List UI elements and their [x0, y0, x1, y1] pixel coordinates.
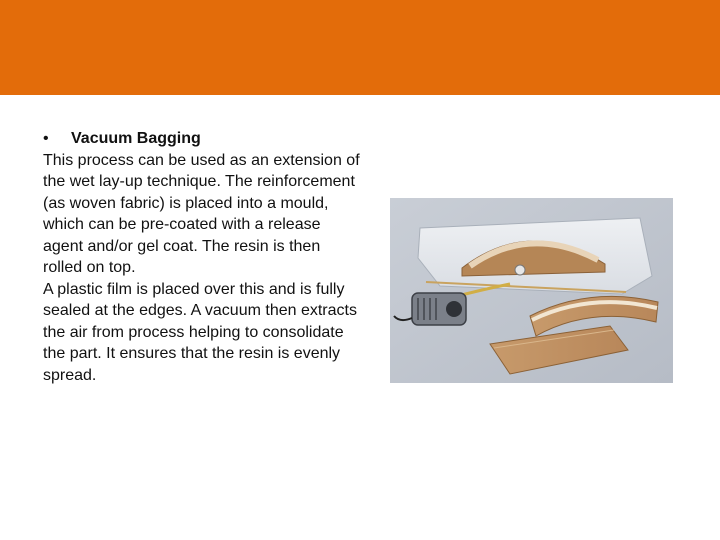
paragraph-2: A plastic film is placed over this and is fully sealed at the edges. A vacuum then extracts the air from process helping to consolidate the part. It ensures that the resin is evenly spread.	[43, 280, 357, 384]
vacuum-bagging-photo	[390, 198, 673, 383]
bullet-heading	[43, 128, 363, 150]
vacuum-valve	[515, 265, 525, 275]
slide-body	[43, 128, 363, 386]
paragraph-1: This process can be used as an extension of the wet lay-up technique. The reinforcement (as woven fabric) is placed into a mould, which can be pre-coated with a release agent and/or gel coat. The resin is then rolled on top.	[43, 151, 360, 276]
bullet-icon: •	[43, 130, 49, 147]
heading-text: Vacuum Bagging	[71, 130, 201, 147]
header-band	[0, 0, 720, 95]
